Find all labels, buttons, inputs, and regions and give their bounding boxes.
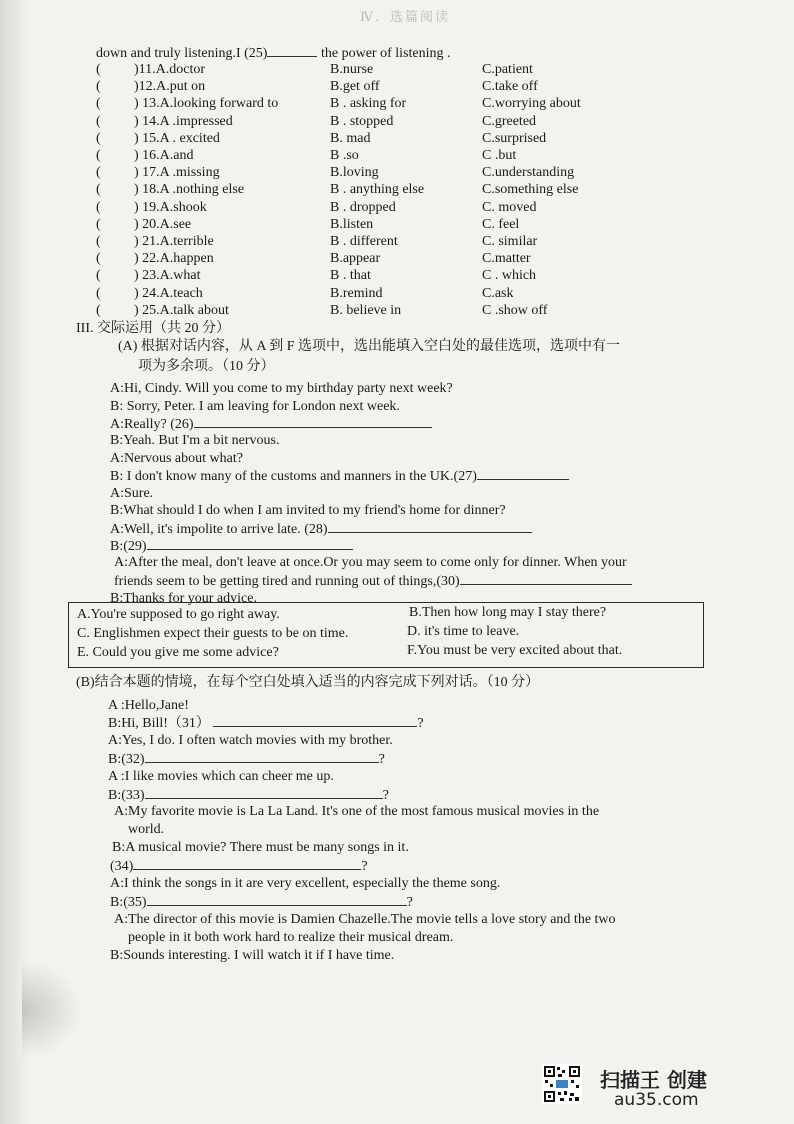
- intro-before: down and truly listening.I (25): [96, 46, 268, 61]
- option-b-text: B .so: [330, 148, 359, 163]
- question-mark: ?: [406, 895, 413, 910]
- question-mark: ?: [417, 716, 424, 731]
- option-c-text: C.matter: [482, 251, 531, 267]
- blank-25: [267, 44, 317, 57]
- dialogB-line: [110, 857, 368, 875]
- option-b-text: B.nurse: [330, 62, 374, 77]
- faint-header: Ⅳ．选篇阅读: [360, 9, 450, 24]
- scanner-url: au35.com: [614, 1090, 699, 1110]
- blank-26: [194, 415, 432, 428]
- option-c: C. Englishmen expect their guests to be on time.: [77, 626, 349, 641]
- dialogB-line: A:I think the songs in it are very excellent, especially the theme song.: [110, 876, 501, 891]
- answer-paren: (: [96, 62, 101, 77]
- answer-paren: (: [96, 130, 101, 146]
- option-a-text: ) 21.A.terrible: [134, 234, 214, 249]
- option-a-text: ) 16.A.and: [134, 148, 194, 163]
- dialogA-line: A:Hi, Cindy. Will you come to my birthday party next week?: [110, 381, 453, 396]
- dialogB-line: [108, 750, 385, 768]
- option-a-text: ) 14.A .impressed: [134, 113, 233, 129]
- answer-paren: (: [96, 148, 101, 163]
- option-a-text: ) 15.A . excited: [134, 130, 220, 146]
- option-b-text: B . different: [330, 234, 398, 249]
- intro-line: [96, 44, 450, 62]
- dialogB-line: world.: [128, 822, 165, 837]
- option-c-text: C.surprised: [482, 130, 547, 146]
- option-c-text: C . which: [482, 268, 537, 284]
- option-a-text: ) 19.A.shook: [134, 199, 207, 215]
- dialog-text: friends seem to be getting tired and running out of things,(30): [114, 574, 460, 589]
- option-b-text: B. believe in: [330, 302, 402, 318]
- dialog-text: (34): [110, 859, 134, 874]
- option-c-text: C. similar: [482, 234, 538, 249]
- answer-paren: (: [96, 234, 101, 249]
- option-a-text: ) 23.A.what: [134, 268, 201, 284]
- option-b-text: B. mad: [330, 130, 371, 146]
- option-b-text: B . dropped: [330, 199, 396, 215]
- dialog-text: A:Really? (26): [110, 417, 194, 432]
- answer-paren: (: [96, 165, 101, 181]
- blank-28: [328, 520, 532, 533]
- option-e: E. Could you give me some advice?: [77, 645, 279, 660]
- dialogB-line: B:A musical movie? There must be many songs in it.: [112, 840, 409, 855]
- dialog-text: B:(35): [110, 895, 147, 910]
- answer-paren: (: [96, 285, 101, 301]
- option-b-text: B . asking for: [330, 96, 407, 112]
- partB-instruction: (B)结合本题的情境，在每个空白处填入适当的内容完成下列对话。（10 分）: [76, 675, 540, 690]
- scanner-brand: 扫描王 创建: [600, 1068, 707, 1092]
- section3-title: III. 交际运用（共 20 分）: [76, 321, 230, 336]
- dialogB-line: A:My favorite movie is La La Land. It's one of the most famous musical movies in the: [114, 804, 600, 819]
- option-a-text: ) 17.A .missing: [134, 165, 220, 181]
- option-c-text: C. moved: [482, 199, 537, 215]
- option-c-text: C .show off: [482, 302, 548, 318]
- dialogA-line: B:Yeah. But I'm a bit nervous.: [110, 433, 280, 448]
- option-b-text: B.listen: [330, 216, 374, 232]
- dialog-text: B:Hi, Bill!（31）: [108, 716, 210, 731]
- option-c-text: C .but: [482, 148, 517, 163]
- partA-instruction-2: 项为多余项。（10 分）: [138, 359, 275, 374]
- dialogA-line: [110, 520, 532, 538]
- dialogB-line: [108, 786, 389, 804]
- scan-shadow: [22, 960, 82, 1060]
- option-b-text: B.appear: [330, 251, 381, 267]
- answer-paren: (: [96, 199, 101, 215]
- option-a-text: )11.A.doctor: [134, 62, 206, 77]
- dialogA-line: [110, 415, 432, 433]
- dialogA-line: [114, 572, 632, 590]
- option-b-text: B.get off: [330, 79, 380, 95]
- option-c-text: C.something else: [482, 182, 579, 198]
- dialogB-line: B:Sounds interesting. I will watch it if I have time.: [110, 948, 395, 963]
- intro-after: the power of listening .: [317, 46, 451, 61]
- dialogB-line: A:Yes, I do. I often watch movies with my brother.: [108, 733, 393, 748]
- blank-35: [147, 893, 407, 906]
- blank-29: [147, 537, 353, 550]
- answer-paren: (: [96, 268, 101, 284]
- dialog-text: A:Well, it's impolite to arrive late. (28): [110, 522, 328, 537]
- option-c-text: C.take off: [482, 79, 538, 95]
- dialogB-line: people in it both work hard to realize their musical dream.: [128, 930, 454, 945]
- dialogB-line: A :Hello,Jane!: [108, 698, 189, 713]
- answer-paren: (: [96, 96, 101, 112]
- dialogA-line: B:Thanks for your advice.: [110, 591, 257, 606]
- question-mark: ?: [378, 752, 385, 767]
- blank-31: [213, 714, 417, 727]
- option-c-text: C.patient: [482, 62, 533, 77]
- answer-paren: (: [96, 182, 101, 198]
- option-d: D. it's time to leave.: [407, 624, 520, 639]
- answer-paren: (: [96, 302, 101, 318]
- dialogA-line: B: Sorry, Peter. I am leaving for London next week.: [110, 399, 400, 414]
- option-a-text: )12.A.put on: [134, 79, 206, 95]
- dialogA-line: B:What should I do when I am invited to my friend's home for dinner?: [110, 503, 506, 518]
- scan-edge: [0, 0, 28, 1124]
- option-a-text: ) 24.A.teach: [134, 285, 203, 301]
- dialogA-line: A:After the meal, don't leave at once.Or you may seem to come only for dinner. When your: [114, 555, 627, 570]
- dialog-text: B:(29): [110, 539, 147, 554]
- qr-code-icon: [542, 1064, 582, 1104]
- option-c-text: C.worrying about: [482, 96, 581, 112]
- blank-27: [477, 467, 569, 480]
- answer-paren: (: [96, 216, 101, 232]
- answer-paren: (: [96, 113, 101, 129]
- answer-paren: (: [96, 79, 101, 95]
- question-mark: ?: [361, 859, 368, 874]
- option-c-text: C.greeted: [482, 113, 537, 129]
- dialog-text: B:(32): [108, 752, 145, 767]
- option-c-text: C. feel: [482, 216, 520, 232]
- dialogA-line: A:Nervous about what?: [110, 451, 243, 466]
- options-box: [68, 602, 704, 668]
- option-a-text: ) 18.A .nothing else: [134, 182, 245, 198]
- dialog-text: B:(33): [108, 788, 145, 803]
- blank-34: [133, 857, 361, 870]
- question-mark: ?: [382, 788, 389, 803]
- dialog-text: B: I don't know many of the customs and manners in the UK.(27): [110, 469, 477, 484]
- option-a-text: ) 13.A.looking forward to: [134, 96, 279, 112]
- blank-32: [145, 750, 379, 763]
- blank-33: [145, 786, 383, 799]
- dialogA-line: A:Sure.: [110, 486, 154, 501]
- dialogB-line: [108, 714, 424, 732]
- dialogB-line: A:The director of this movie is Damien Chazelle.The movie tells a love story and the two: [114, 912, 616, 927]
- answer-paren: (: [96, 251, 101, 267]
- option-a: A.You're supposed to go right away.: [77, 607, 280, 622]
- option-a-text: ) 25.A.talk about: [134, 302, 229, 318]
- dialogA-line: [110, 537, 353, 555]
- option-c-text: C.understanding: [482, 165, 575, 181]
- option-b-text: B . stopped: [330, 113, 394, 129]
- option-c-text: C.ask: [482, 285, 514, 301]
- option-a-text: ) 20.A.see: [134, 216, 192, 232]
- option-f: F.You must be very excited about that.: [407, 643, 623, 658]
- dialogB-line: A :I like movies which can cheer me up.: [108, 769, 334, 784]
- dialogB-line: [110, 893, 413, 911]
- option-b: B.Then how long may I stay there?: [409, 605, 607, 620]
- option-b-text: B . anything else: [330, 182, 425, 198]
- blank-30: [460, 572, 632, 585]
- option-b-text: B.remind: [330, 285, 383, 301]
- option-b-text: B . that: [330, 268, 371, 284]
- dialogA-line: [110, 467, 569, 485]
- option-b-text: B.loving: [330, 165, 379, 181]
- option-a-text: ) 22.A.happen: [134, 251, 214, 267]
- partA-instruction-1: (A) 根据对话内容，从 A 到 F 选项中，选出能填入空白处的最佳选项，选项中有一: [118, 339, 621, 354]
